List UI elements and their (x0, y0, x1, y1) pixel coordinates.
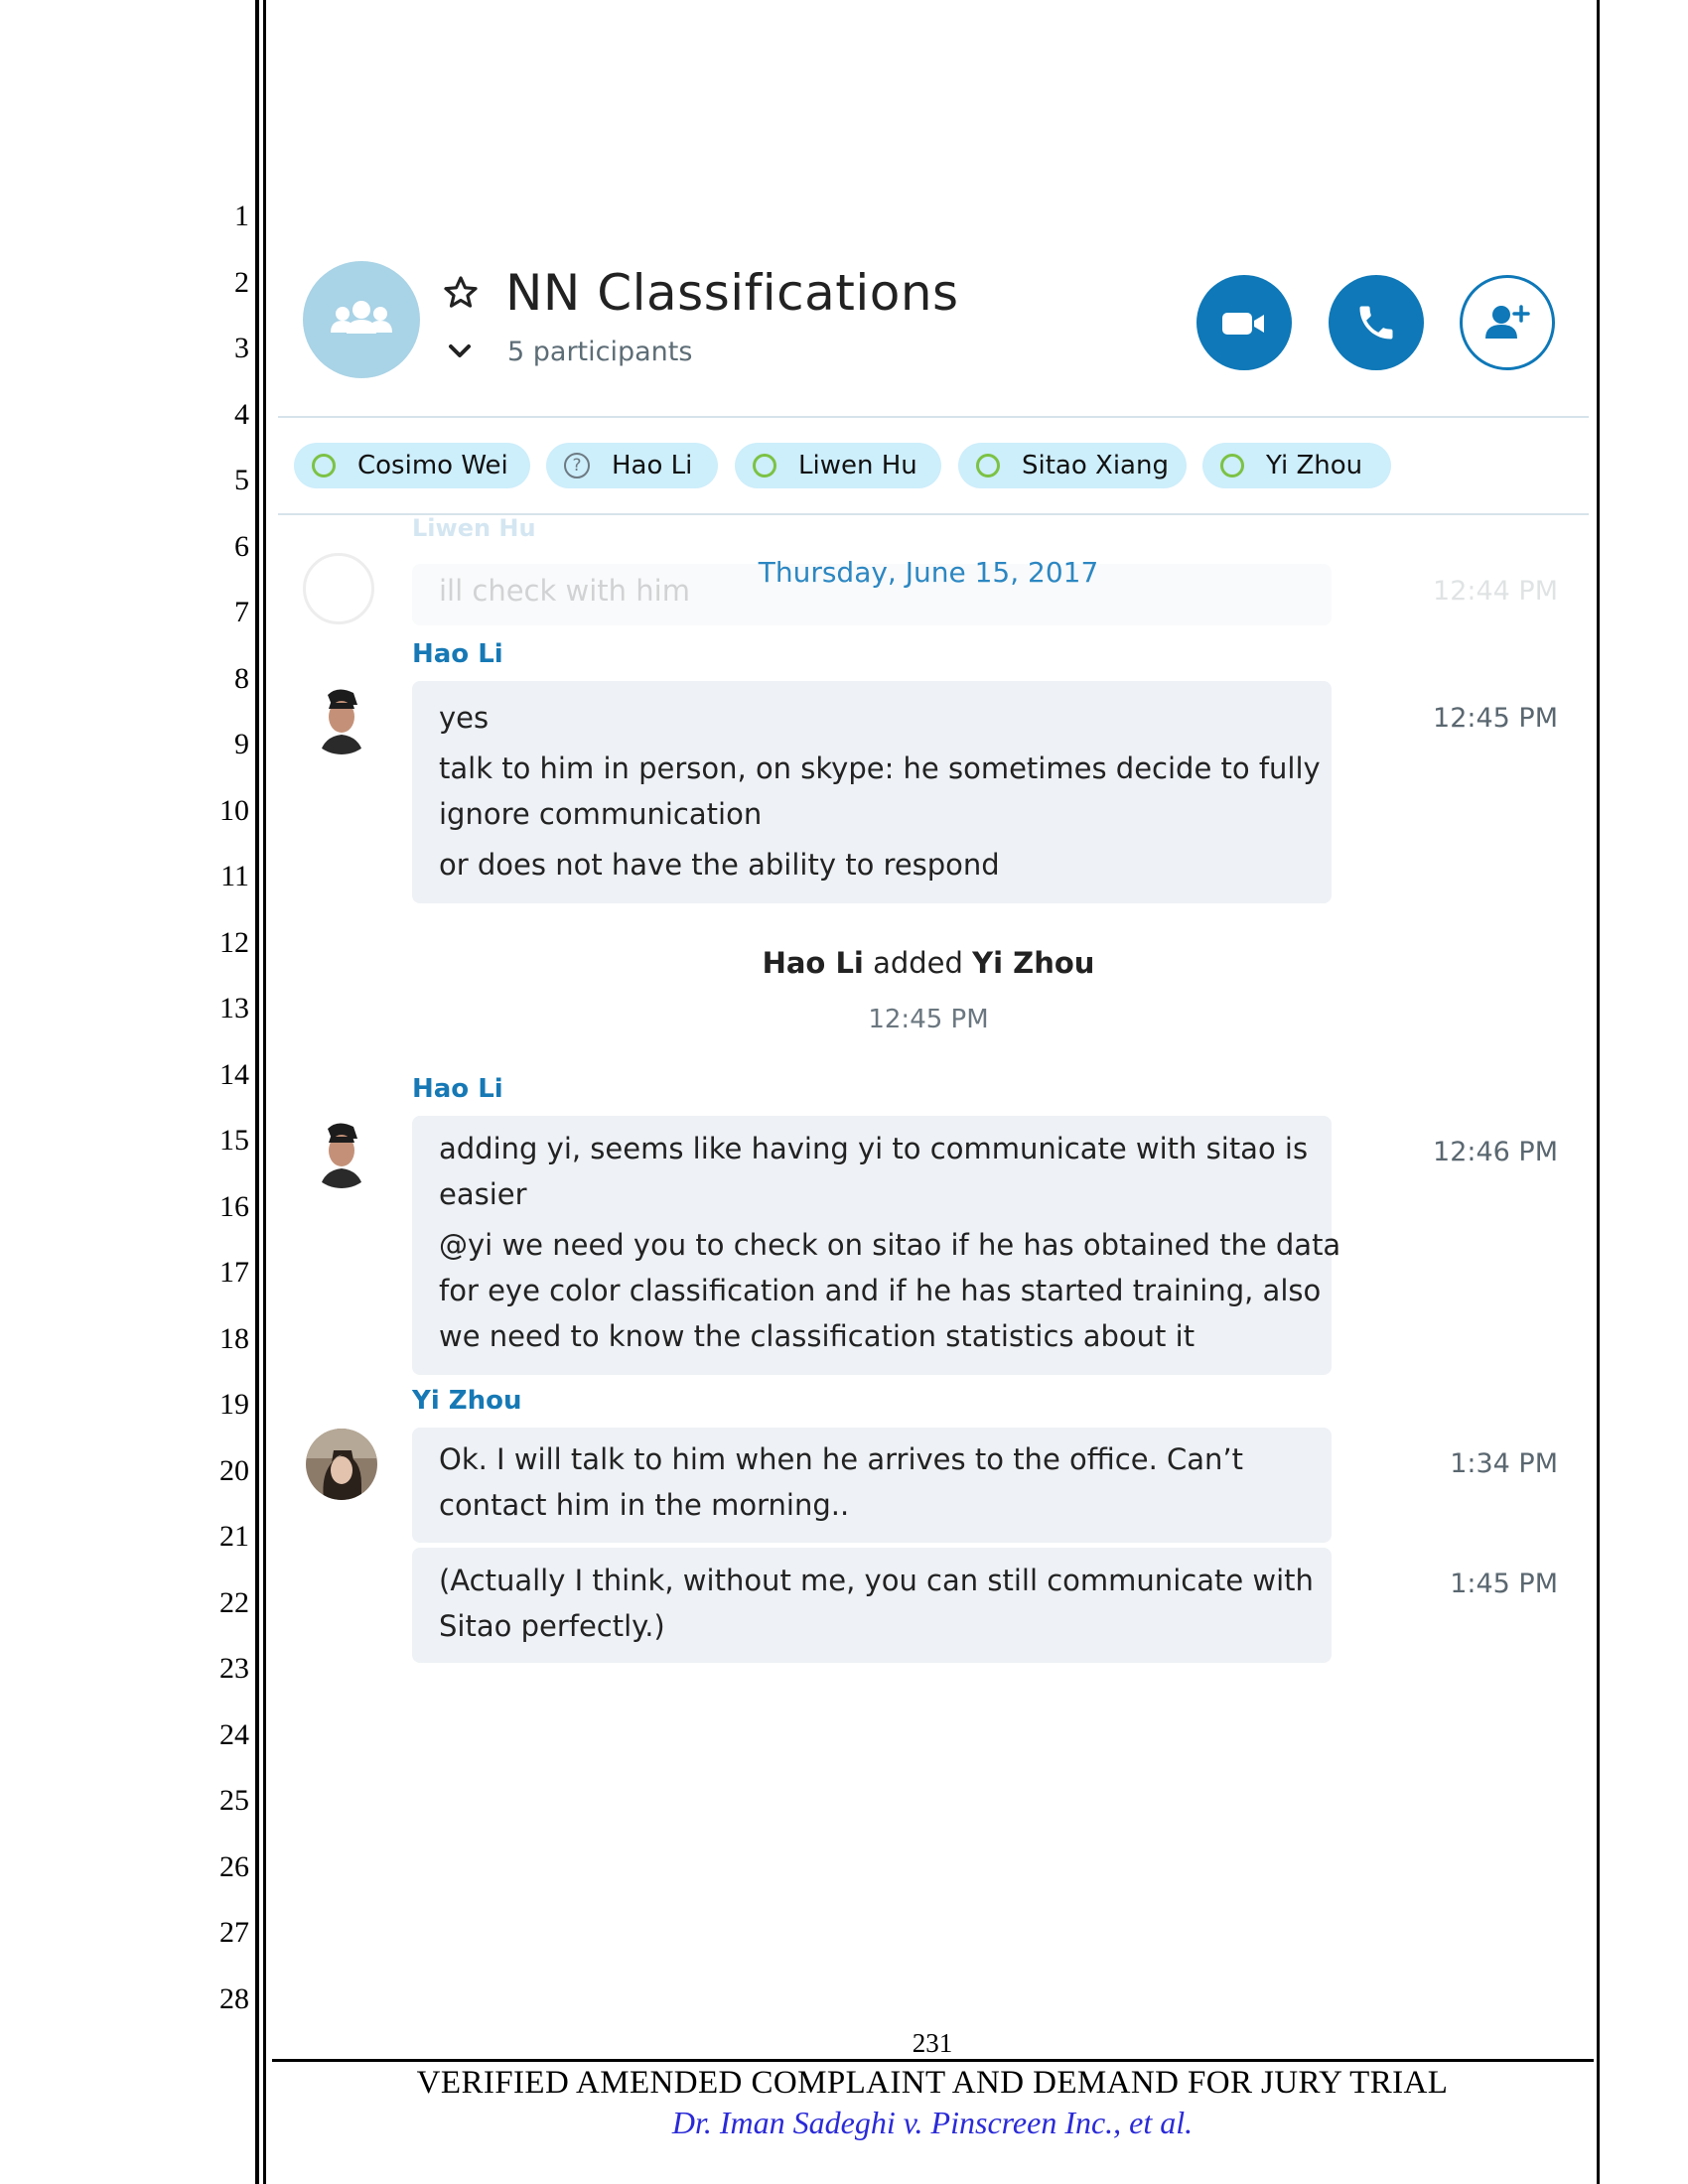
user-photo-icon (306, 683, 377, 754)
line-number: 12 (219, 926, 249, 959)
participant-chip[interactable] (294, 443, 530, 488)
case-caption: Dr. Iman Sadeghi v. Pinscreen Inc., et al. (671, 2105, 1194, 2140)
message-text: talk to him in person, on skype: he sometimes decide to fully (439, 751, 1321, 785)
participant-chip[interactable] (546, 443, 718, 488)
line-number: 7 (234, 596, 249, 628)
event-actor: Hao Li (762, 946, 864, 980)
add-person-icon (1481, 301, 1533, 344)
message-time: 1:45 PM (1450, 1569, 1558, 1599)
line-number: 11 (220, 860, 249, 892)
message-text: ignore communication (439, 797, 763, 831)
line-number: 28 (219, 1982, 249, 2015)
avatar[interactable] (306, 1429, 377, 1500)
message-text: contact him in the morning.. (439, 1488, 850, 1522)
page-number: 231 (912, 2028, 953, 2058)
line-number: 13 (219, 992, 249, 1024)
online-status-icon (753, 454, 776, 478)
line-number: 17 (219, 1256, 249, 1289)
event-target: Yi Zhou (972, 946, 1095, 980)
message-time: 12:46 PM (1433, 1137, 1558, 1167)
sender-name[interactable]: Yi Zhou (412, 1386, 522, 1416)
online-status-icon (312, 454, 336, 478)
faded-sender-name: Liwen Hu (412, 514, 536, 542)
message-text: we need to know the classification statistics about it (439, 1319, 1196, 1353)
line-number: 1 (234, 200, 249, 232)
user-photo-icon (306, 1117, 377, 1188)
message-bubble[interactable] (412, 1116, 1341, 1375)
avatar[interactable] (306, 683, 377, 754)
sender-name[interactable]: Hao Li (412, 1074, 503, 1104)
participant-name: Cosimo Wei (357, 451, 508, 480)
message-text: Ok. I will talk to him when he arrives to the office. Can’t (439, 1442, 1243, 1476)
line-number: 21 (219, 1520, 249, 1553)
line-number: 10 (219, 794, 249, 827)
message-text: @yi we need you to check on sitao if he has obtained the data (439, 1228, 1341, 1262)
audio-call-button[interactable] (1329, 275, 1424, 370)
system-event (0, 946, 1688, 980)
document-title: VERIFIED AMENDED COMPLAINT AND DEMAND FOR JURY TRIAL (416, 2065, 1449, 2101)
conversation-title: NN Classifications (505, 264, 959, 322)
faded-message-time: 12:44 PM (1433, 576, 1558, 607)
line-number: 2 (234, 266, 249, 299)
message-time: 12:45 PM (1433, 703, 1558, 734)
line-number: 3 (234, 332, 249, 364)
participant-name: Hao Li (612, 451, 693, 480)
right-margin-rule (1597, 0, 1600, 2184)
line-number: 6 (234, 530, 249, 563)
participant-chip[interactable] (1202, 443, 1391, 488)
left-margin-rule-outer (255, 0, 259, 2184)
group-avatar[interactable] (303, 261, 420, 378)
line-number: 23 (219, 1652, 249, 1685)
user-photo-icon (306, 1429, 377, 1500)
system-event-time: 12:45 PM (868, 1005, 989, 1034)
video-call-button[interactable] (1196, 275, 1292, 370)
avatar[interactable] (306, 1117, 377, 1188)
event-action: added (873, 946, 963, 980)
line-number: 8 (234, 662, 249, 695)
line-number: 26 (219, 1850, 249, 1883)
participant-chip[interactable] (735, 443, 941, 488)
phone-icon (1354, 301, 1398, 344)
participant-name: Sitao Xiang (1022, 451, 1169, 480)
line-number: 22 (219, 1586, 249, 1619)
participant-count[interactable]: 5 participants (507, 337, 693, 367)
message-text: (Actually I think, without me, you can still communicate with (439, 1564, 1314, 1597)
add-participant-button[interactable] (1460, 275, 1555, 370)
line-number: 5 (234, 464, 249, 496)
footer-rule (272, 2059, 1594, 2062)
message-text: Sitao perfectly.) (439, 1609, 665, 1643)
message-time: 1:34 PM (1450, 1448, 1558, 1479)
participant-name: Liwen Hu (798, 451, 917, 480)
video-camera-icon (1220, 307, 1268, 339)
line-number: 9 (234, 728, 249, 760)
unknown-status-icon: ? (564, 453, 590, 478)
message-text: easier (439, 1177, 527, 1211)
header-divider (278, 416, 1589, 418)
line-number: 19 (219, 1388, 249, 1421)
line-number: 25 (219, 1784, 249, 1817)
line-number: 15 (219, 1124, 249, 1157)
faded-message-text: ill check with him (439, 574, 690, 608)
message-text: adding yi, seems like having yi to communicate with sitao is (439, 1132, 1309, 1165)
online-status-icon (976, 454, 1000, 478)
line-number: 27 (219, 1916, 249, 1949)
star-icon[interactable] (442, 274, 480, 312)
message-text: for eye color classification and if he has started training, also (439, 1274, 1322, 1307)
line-number: 24 (219, 1718, 249, 1751)
message-bubble[interactable] (412, 1428, 1332, 1543)
line-number: 16 (219, 1190, 249, 1223)
line-number: 14 (219, 1058, 249, 1091)
online-status-icon (1220, 454, 1244, 478)
sender-name[interactable]: Hao Li (412, 639, 503, 669)
message-bubble[interactable] (412, 681, 1332, 903)
date-divider: Thursday, June 15, 2017 (758, 556, 1099, 589)
participant-chip[interactable] (958, 443, 1187, 488)
line-number: 20 (219, 1454, 249, 1487)
chevron-down-icon[interactable] (446, 341, 474, 362)
message-text: or does not have the ability to respond (439, 848, 1000, 882)
message-text: yes (439, 701, 490, 735)
group-icon (303, 261, 420, 378)
line-number: 18 (219, 1322, 249, 1355)
participant-name: Yi Zhou (1266, 451, 1363, 480)
line-number: 4 (234, 398, 249, 431)
left-margin-rule-inner (263, 0, 266, 2184)
message-bubble[interactable] (412, 1548, 1332, 1663)
